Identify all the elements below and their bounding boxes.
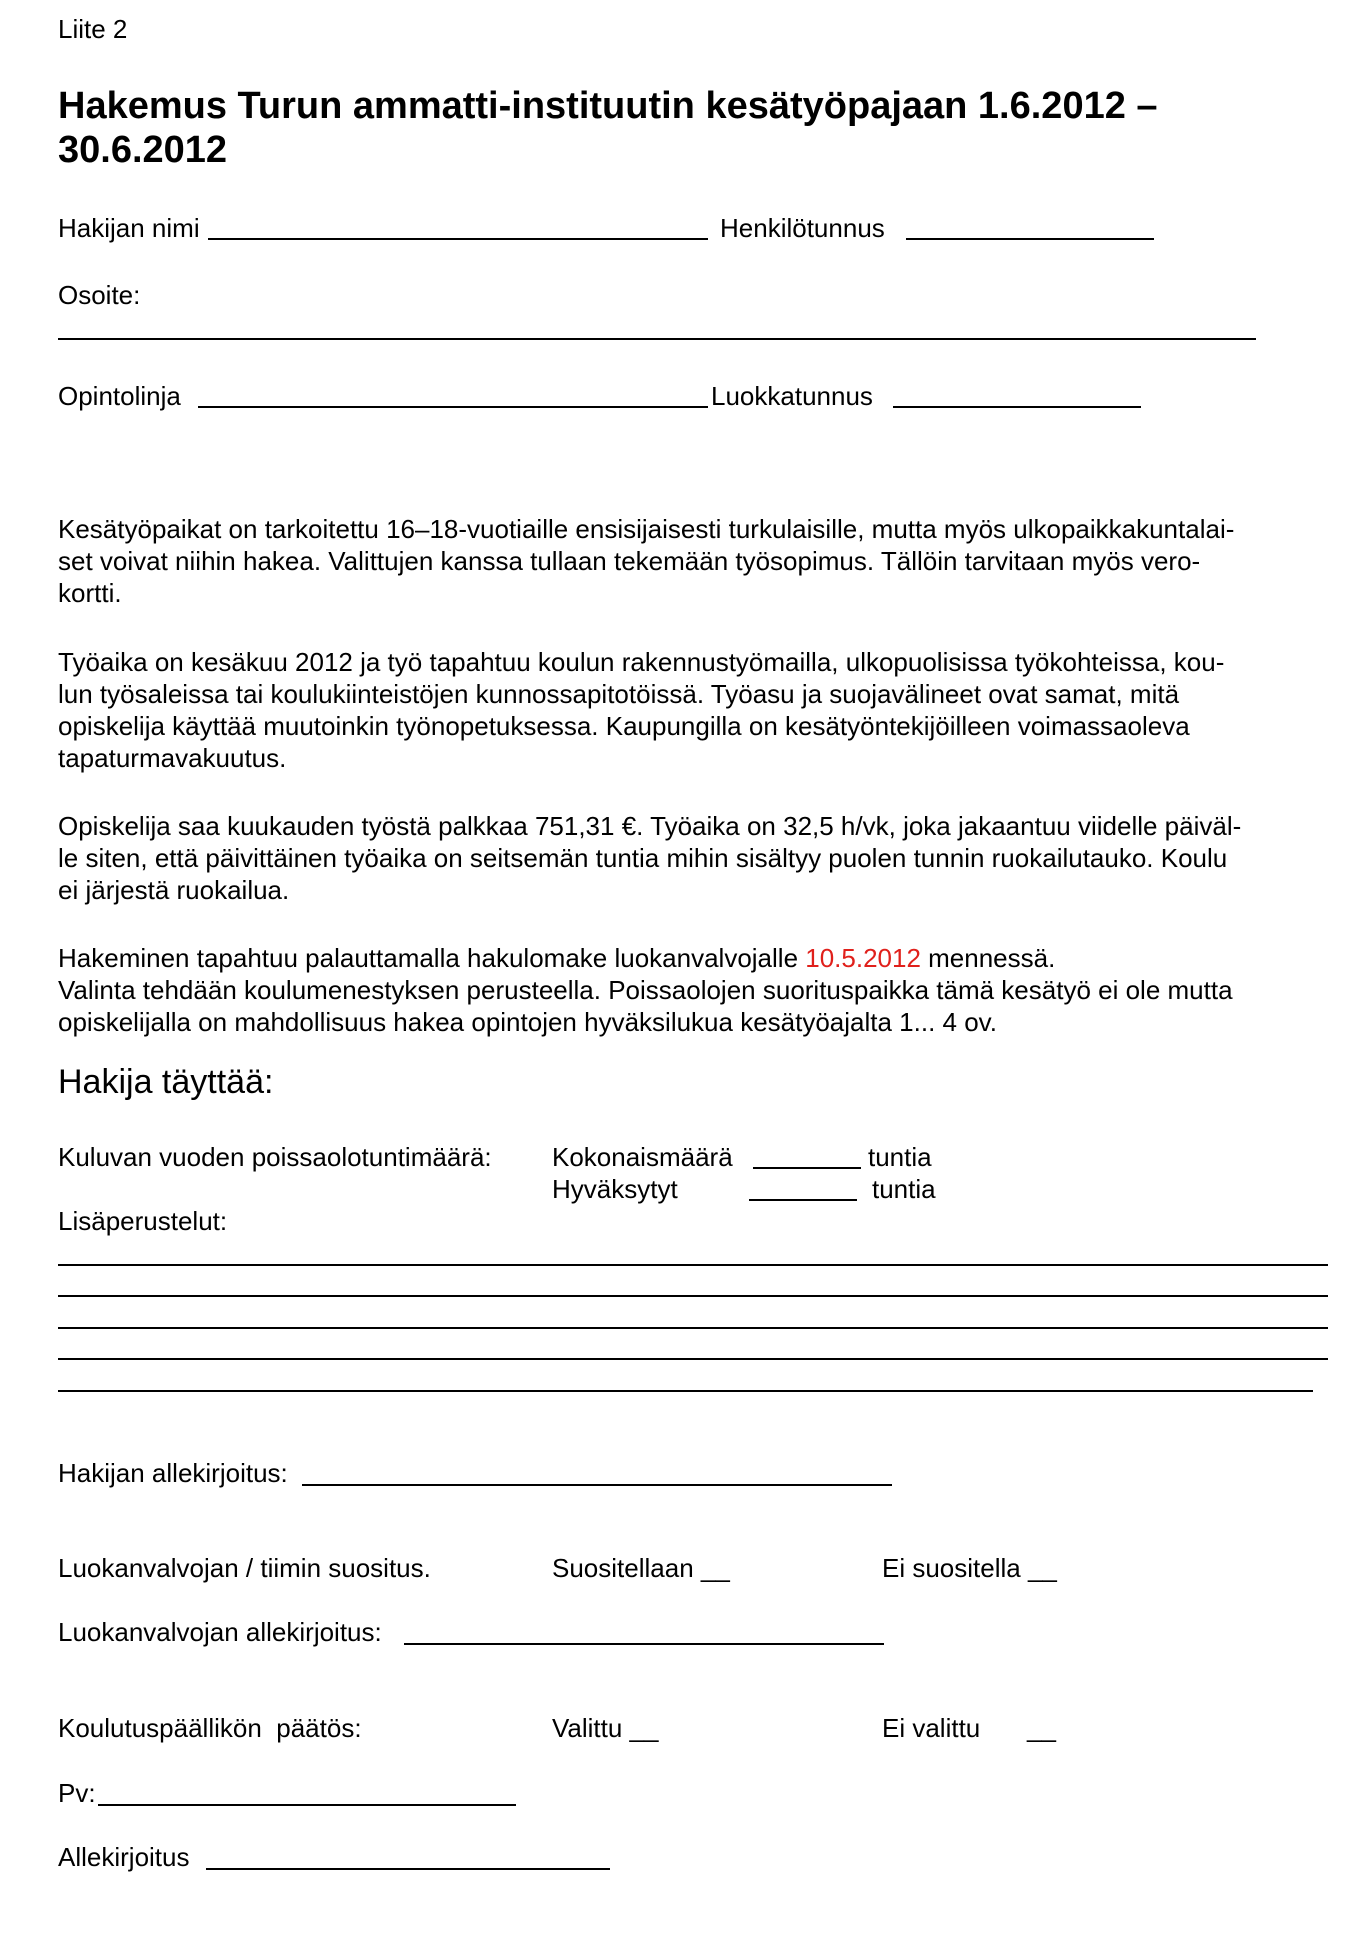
application-text: mennessä. — [920, 943, 1056, 973]
study-line-label: Opintolinja — [58, 381, 181, 411]
hours-unit: tuntia — [868, 1142, 932, 1172]
not-recommended-option[interactable]: Ei suositella __ — [882, 1553, 1057, 1583]
additional-reasons-label: Lisäperustelut: — [58, 1206, 228, 1236]
date-field[interactable] — [98, 1804, 516, 1806]
not-selected-blank[interactable]: __ — [1027, 1713, 1056, 1743]
paragraph-line: ei järjestä ruokailua. — [58, 875, 290, 905]
additional-reasons-line[interactable] — [58, 1327, 1328, 1329]
title-line-2: 30.6.2012 — [58, 129, 228, 171]
paragraph-working-time — [58, 646, 1338, 774]
application-line-3: opiskelijalla on mahdollisuus hakea opintojen hyväksilukua kesätyöajalta 1... 4 ov. — [58, 1007, 997, 1037]
application-text: Hakeminen tapahtuu palauttamalla hakulomake luokanvalvojalle — [58, 943, 806, 973]
paragraph-eligibility — [58, 513, 1338, 609]
application-line-1 — [58, 942, 1338, 974]
applicant-name-field[interactable] — [208, 238, 708, 240]
teacher-signature-field[interactable] — [404, 1643, 884, 1645]
personal-id-label: Henkilötunnus — [720, 213, 885, 243]
paragraph-line: kortti. — [58, 578, 122, 608]
approved-hours-label: Hyväksytyt — [552, 1174, 678, 1204]
personal-id-field[interactable] — [906, 238, 1154, 240]
absence-hours-label: Kuluvan vuoden poissaolotuntimäärä: — [58, 1142, 492, 1172]
paragraph-line: Kesätyöpaikat on tarkoitettu 16–18-vuotiaille ensisijaisesti turkulaisille, mutta myös ulkopaikkakuntalai- — [58, 514, 1235, 544]
class-code-field[interactable] — [893, 406, 1141, 408]
deadline-date: 10.5.2012 — [805, 943, 921, 973]
teacher-recommendation-label: Luokanvalvojan / tiimin suositus. — [58, 1553, 431, 1583]
paragraph-line: le siten, että päivittäinen työaika on seitsemän tuntia mihin sisältyy puolen tunnin ruokailutauko. Koulu — [58, 843, 1228, 873]
approved-hours-field[interactable] — [749, 1199, 857, 1201]
additional-reasons-line[interactable] — [58, 1390, 1313, 1392]
applicant-fills-heading: Hakija täyttää: — [58, 1063, 274, 1101]
total-hours-label: Kokonaismäärä — [552, 1142, 733, 1172]
signature-label: Allekirjoitus — [58, 1842, 190, 1872]
class-code-label: Luokkatunnus — [711, 381, 873, 411]
hours-unit: tuntia — [872, 1174, 936, 1204]
study-line-field[interactable] — [198, 406, 708, 408]
applicant-name-label: Hakijan nimi — [58, 213, 200, 243]
additional-reasons-line[interactable] — [58, 1264, 1328, 1266]
signature-field[interactable] — [206, 1868, 610, 1870]
teacher-signature-label: Luokanvalvojan allekirjoitus: — [58, 1617, 382, 1647]
paragraph-salary — [58, 810, 1338, 906]
paragraph-line: Työaika on kesäkuu 2012 ja työ tapahtuu koulun rakennustyömailla, ulkopuolisissa työkohteissa, kou- — [58, 647, 1225, 677]
page-title — [58, 84, 1158, 172]
recommended-option[interactable]: Suositellaan __ — [552, 1553, 730, 1583]
selected-option[interactable]: Valittu __ — [552, 1713, 659, 1743]
paragraph-line: tapaturmavakuutus. — [58, 743, 287, 773]
decision-label: Koulutuspäällikön päätös: — [58, 1713, 362, 1743]
address-label: Osoite: — [58, 280, 141, 310]
title-line-1: Hakemus Turun ammatti-instituutin kesätyöpajaan 1.6.2012 – — [58, 85, 1158, 127]
not-selected-option[interactable]: Ei valittu — [882, 1713, 981, 1743]
applicant-signature-label: Hakijan allekirjoitus: — [58, 1458, 288, 1488]
appendix-label: Liite 2 — [58, 14, 128, 44]
paragraph-line: lun työsaleissa tai koulukiinteistöjen kunnossapitotöissä. Työasu ja suojavälineet ovat samat, mitä — [58, 679, 1180, 709]
total-hours-field[interactable] — [753, 1167, 861, 1169]
paragraph-line: opiskelija käyttää muutoinkin työnopetuksessa. Kaupungilla on kesätyöntekijöilleen voimassaoleva — [58, 711, 1190, 741]
date-label: Pv: — [58, 1778, 96, 1808]
address-field[interactable] — [58, 338, 1256, 340]
additional-reasons-line[interactable] — [58, 1358, 1328, 1360]
paragraph-application — [58, 942, 1338, 1038]
applicant-signature-field[interactable] — [302, 1484, 892, 1486]
paragraph-line: set voivat niihin hakea. Valittujen kanssa tullaan tekemään työsopimus. Tällöin tarvitaan myös vero- — [58, 546, 1201, 576]
additional-reasons-line[interactable] — [58, 1295, 1328, 1297]
paragraph-line: Opiskelija saa kuukauden työstä palkkaa 751,31 €. Työaika on 32,5 h/vk, joka jakaantuu viidelle päiväl- — [58, 811, 1242, 841]
application-line-2: Valinta tehdään koulumenestyksen perusteella. Poissaolojen suorituspaikka tämä kesätyö ei ole mutta — [58, 975, 1233, 1005]
